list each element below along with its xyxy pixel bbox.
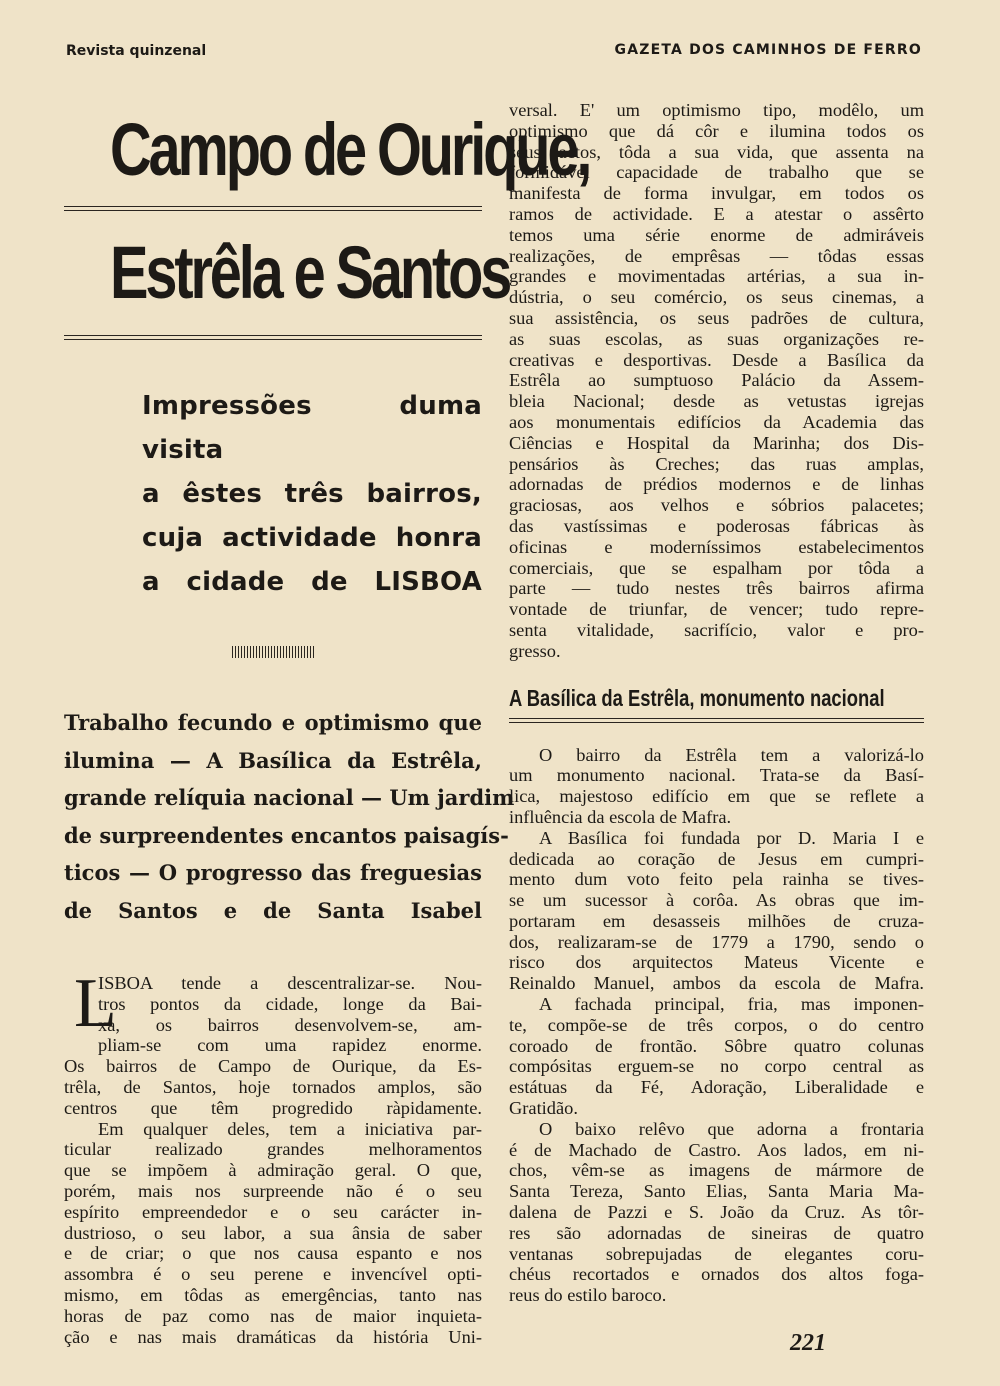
body-line: lica, majestoso edifício em que se reflete a: [509, 786, 924, 807]
body-line: tros pontos da cidade, longe da Bai-: [98, 993, 482, 1014]
body-line: trêla, de Santos, hoje tornados amplos, são: [64, 1076, 482, 1097]
basilica-paragraph-3: [509, 994, 924, 1119]
body-line: compósitas erguem-se no corpo central as: [509, 1056, 924, 1077]
body-line: ção e nas mais dramáticas da história Uni-: [64, 1326, 482, 1347]
body-line: risco dos arquitectos Mateus Vicente e: [509, 952, 924, 973]
body-line: formidável capacidade de trabalho que se: [509, 162, 924, 183]
body-line: optimismo que dá côr e ilumina todos os: [509, 120, 924, 141]
summary-line: Trabalho fecundo e optimismo que: [64, 710, 482, 735]
body-line: se um sucessor à corôa. As obras que im-: [509, 890, 924, 911]
body-line: creativas e desportivas. Desde a Basílica da: [509, 349, 924, 370]
title-rule-1: [64, 206, 482, 211]
paragraph-2: [64, 1119, 482, 1348]
body-line: manifesta de forma invulgar, em todos os: [509, 183, 924, 204]
body-line: Gratidão.: [509, 1098, 578, 1119]
body-line: parte — tudo nestes três bairros afirma: [509, 578, 924, 599]
body-line: chéus recortados e ornados dos altos foga-: [509, 1264, 924, 1285]
summary-block: [64, 704, 515, 929]
body-line: mismo, em tôdas as emergências, tanto nas: [64, 1284, 482, 1305]
section-heading: A Basílica da Estrêla, monumento nacional: [509, 684, 885, 711]
body-line: A fachada principal, fria, mas imponen-: [539, 994, 924, 1015]
subtitle-line: cuja actividade honra: [142, 523, 482, 553]
body-line: sua assistência, os seus padrões de cultura,: [509, 307, 924, 328]
body-line: Santa Tereza, Santo Elias, Santa Maria Ma-: [509, 1181, 924, 1202]
body-line: espírito empreendedor e o seu carácter in-: [64, 1201, 482, 1222]
ornament-divider: [232, 646, 316, 658]
body-line: dustrioso, o seu labor, a sua ânsia de saber: [64, 1222, 482, 1243]
body-line: realizações, de emprêsas — tôdas essas: [509, 245, 924, 266]
body-line: versal. E' um optimismo tipo, modêlo, um: [509, 100, 924, 120]
body-line: seus actos, tôda a sua vida, que assenta na: [509, 141, 924, 162]
body-line: te, compõe-se de três corpos, o do centro: [509, 1014, 924, 1035]
subtitle-line: Impressões duma visita: [142, 391, 482, 465]
intro-paragraph: [64, 965, 482, 1119]
body-line: Ciências e Hospital da Marinha; dos Dis-: [509, 432, 924, 453]
summary-line: de surpreendentes encantos paisagís-: [64, 822, 509, 848]
body-line: dalena de Pazzi e S. João da Cruz. As tôr-: [509, 1202, 924, 1223]
body-line: coroado de frontão. Sôbre quatro colunas: [509, 1035, 924, 1056]
body-line: Estrêla ao sumptuoso Palácio da Assem-: [509, 370, 924, 391]
body-line: mento dum voto feito pela rainha se tives-: [509, 869, 924, 890]
body-line: centros que têm progredido ràpidamente.: [64, 1097, 482, 1118]
body-line: oficinas e moderníssimos estabelecimentos: [509, 536, 924, 557]
body-line: ISBOA tende a descentralizar-se. Nou-: [98, 973, 482, 993]
body-line: A Basílica foi fundada por D. Maria I e: [539, 827, 924, 848]
body-line: das vastíssimas e poderosas fábricas às: [509, 515, 924, 536]
summary-line: ilumina — A Basílica da Estrêla,: [64, 747, 482, 773]
body-line: O baixo relêvo que adorna a frontaria: [539, 1118, 924, 1139]
body-line: vontade de triunfar, de vencer; tudo repre-: [509, 599, 924, 620]
body-line: ramos de actividade. E a atestar o assêrto: [509, 203, 924, 224]
body-line: res são adornadas de sineiras de quatro: [509, 1222, 924, 1243]
header-left: Revista quinzenal: [66, 43, 207, 59]
body-line: influência da escola de Mafra.: [509, 806, 732, 827]
body-line: ticular realizado grandes melhoramentos: [64, 1139, 482, 1160]
body-line: um monumento nacional. Trata-se da Basí-: [509, 765, 924, 786]
page-number: 221: [790, 1330, 826, 1356]
body-line: graciosas, aos velhos e sóbrios palacetes;: [509, 495, 924, 516]
basilica-paragraph-2: [509, 828, 924, 994]
body-line: gresso.: [509, 640, 561, 661]
body-line: as suas escolas, as suas organizações re-: [509, 328, 924, 349]
body-line: xa, os bairros desenvolvem-se, am-: [98, 1014, 482, 1035]
section-rule-1: [509, 718, 924, 719]
subtitle: [142, 384, 482, 604]
title-rule-2: [64, 335, 482, 340]
body-line: assombra é o seu perene e invencível opti-: [64, 1264, 482, 1285]
body-line: Reinaldo Manuel, ambos da escola de Mafra.: [509, 973, 924, 994]
drop-cap: L: [74, 965, 117, 1042]
title-line-2: Estrêla e Santos: [109, 231, 510, 314]
body-line: é de Machado de Castro. Aos lados, em ni-: [509, 1139, 924, 1160]
body-line: aos monumentais edifícios da Academia das: [509, 411, 924, 432]
body-line: horas de paz como nas de maior inquieta-: [64, 1305, 482, 1326]
body-line: senta vitalidade, sacrifício, valor e pro-: [509, 619, 924, 640]
body-line: porém, mais nos surpreende não é o seu: [64, 1180, 482, 1201]
body-line: chos, vêm-se as imagens de mármore de: [509, 1160, 924, 1181]
body-line: dos, realizaram-se de 1779 a 1790, sendo o: [509, 931, 924, 952]
basilica-paragraph-1: [509, 745, 924, 828]
subtitle-line: a cidade de LISBOA: [142, 567, 482, 597]
body-line: estátuas da Fé, Adoração, Liberalidade e: [509, 1077, 924, 1098]
title-line-1: Campo de Ourique,: [109, 108, 590, 191]
body-line: ventanas sobrepujadas de elegantes coru-: [509, 1243, 924, 1264]
body-line: Em qualquer deles, tem a iniciativa par-: [98, 1118, 482, 1139]
body-line: portaram em desasseis milhões de cruza-: [509, 910, 924, 931]
body-line: grandes e movimentadas artérias, a sua in-: [509, 266, 924, 287]
summary-line: de Santos e de Santa Isabel: [64, 897, 482, 923]
body-line: dedicada ao coração de Jesus em cumpri-: [509, 848, 924, 869]
summary-line: ticos — O progresso das freguesias: [64, 860, 482, 885]
body-line: Os bairros de Campo de Ourique, da Es-: [64, 1056, 482, 1077]
body-line: dústria, o seu comércio, os seus cinemas, a: [509, 287, 924, 308]
body-line: temos uma série enorme de admiráveis: [509, 224, 924, 245]
summary-line: grande relíquia nacional — Um jardim: [64, 785, 515, 810]
body-line: O bairro da Estrêla tem a valorizá-lo: [539, 744, 924, 765]
body-line: pensários às Creches; das ruas amplas,: [509, 453, 924, 474]
subtitle-line: a êstes três bairros,: [142, 479, 482, 509]
body-line: e de criar; o que nos causa espanto e nos: [64, 1243, 482, 1264]
body-line: reus do estilo baroco.: [509, 1285, 667, 1306]
right-column: [509, 100, 924, 1306]
basilica-paragraph-4: [509, 1119, 924, 1306]
body-line: comerciais, que se espalham por tôda a: [509, 557, 924, 578]
body-line: adornadas de prédios modernos e de linhas: [509, 474, 924, 495]
body-line: pliam-se com uma rapidez enorme.: [98, 1035, 482, 1056]
header-right: GAZETA DOS CAMINHOS DE FERRO: [614, 42, 922, 58]
body-line: bleia Nacional; desde as vetustas igrejas: [509, 391, 924, 412]
body-line: que se impõem à admiração geral. O que,: [64, 1160, 482, 1181]
paragraph-2-continued: [509, 100, 924, 662]
